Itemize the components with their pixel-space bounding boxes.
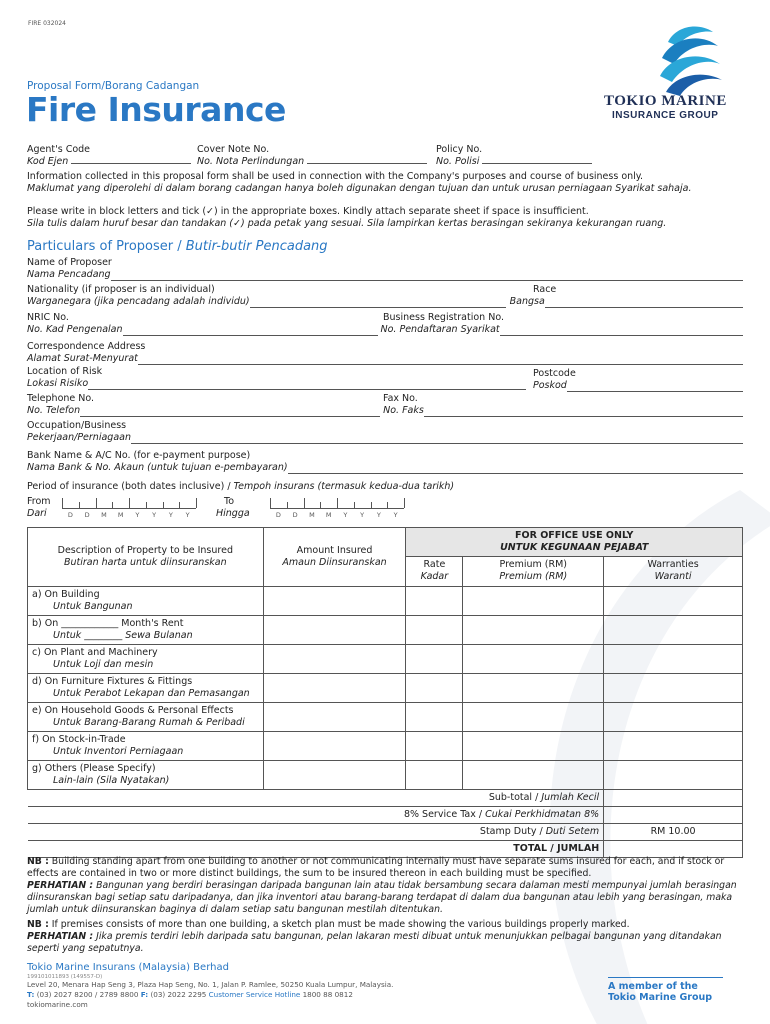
footer-website[interactable]: tokiomarine.com [27, 1000, 88, 1009]
date-box-tick [146, 502, 147, 508]
date-letter: Y [185, 511, 190, 519]
warranties-cell[interactable] [604, 616, 743, 645]
date-box-tick [129, 498, 130, 508]
premium-cell[interactable] [463, 703, 604, 732]
fax-input[interactable] [424, 405, 743, 417]
footer-address-block: Level 20, Menara Hap Seng 3, Plaza Hap Seng, No. 1, Jalan P. Ramlee, 50250 Kuala Lumpur, Malaysia. T: (03) 2027 8200 / 2789 8800 F: (03) 2022 2295 Customer Service Hotline 1800 88 0812 tokiomarine.com [27, 980, 394, 1009]
property-description: c) On Plant and Machinery Untuk Loji dan mesin [28, 645, 264, 674]
telephone-input[interactable] [80, 405, 380, 417]
period-to: To Hingga [216, 496, 250, 519]
to-date-letters [270, 511, 404, 519]
nric-input[interactable] [123, 324, 378, 336]
date-box-tick [112, 502, 113, 508]
date-box-tick [163, 502, 164, 508]
date-box-tick [387, 502, 388, 508]
race-input[interactable] [545, 296, 743, 308]
date-letter: Y [343, 511, 348, 519]
date-box-tick [320, 502, 321, 508]
subtotal-value[interactable] [604, 790, 743, 807]
amount-insured-cell[interactable] [263, 645, 406, 674]
date-letter: D [275, 511, 281, 519]
date-box-tick [79, 502, 80, 508]
form-title: Fire Insurance [26, 90, 286, 129]
policy-input[interactable] [482, 163, 592, 164]
agent-code-field: Agent's Code Kod Ejen [27, 144, 191, 168]
from-date-boxes[interactable] [62, 497, 196, 509]
property-row [28, 703, 743, 732]
service-tax-label: 8% Service Tax / Cukai Perkhidmatan 8% [28, 807, 604, 824]
occupation-input[interactable] [131, 432, 743, 444]
cover-note-field: Cover Note No. No. Nota Perlindungan [197, 144, 427, 168]
occupation-field: Occupation/Business Pekerjaan/Perniagaan [27, 420, 743, 444]
date-letter: M [325, 511, 332, 519]
rate-cell[interactable] [406, 645, 463, 674]
nationality-input[interactable] [250, 296, 506, 308]
period-label: Period of insurance (both dates inclusive) / Tempoh insurans (termasuk kedua-dua tarikh) [27, 481, 455, 492]
warranties-cell[interactable] [604, 587, 743, 616]
header-description: Description of Property to be Insured Butiran harta untuk diinsuranskan [28, 528, 264, 587]
header-amount: Amount Insured Amaun Diinsuranskan [263, 528, 406, 587]
date-letter: Y [376, 511, 381, 519]
date-letter: Y [152, 511, 157, 519]
member-note: A member of the Tokio Marine Group [608, 981, 713, 1003]
service-tax-value[interactable] [604, 807, 743, 824]
info-notice: Information collected in this proposal form shall be used in connection with the Company's purposes and course of business only. Maklumat yang diperolehi di dalam borang cadangan hanya boleh digunakan dengan tujuan dan untuk urusan perniagaan Syarikat sahaja. [27, 171, 692, 194]
policy-field: Policy No. No. Polisi [436, 144, 592, 168]
property-description: a) On Building Untuk Bangunan [28, 587, 264, 616]
risk-postcode-field: Location of Risk Lokasi Risiko Postcode Poskod [27, 366, 743, 390]
premium-cell[interactable] [463, 761, 604, 790]
warranties-cell[interactable] [604, 645, 743, 674]
brn-input[interactable] [500, 324, 743, 336]
member-divider [608, 977, 723, 978]
header-office-use: FOR OFFICE USE ONLY UNTUK KEGUNAAN PEJABAT [406, 528, 743, 557]
risk-location-input[interactable] [88, 378, 526, 390]
date-letter: M [309, 511, 315, 519]
property-row [28, 616, 743, 645]
date-letter: Y [135, 511, 140, 519]
rate-cell[interactable] [406, 703, 463, 732]
form-subtitle: Proposal Form/Borang Cadangan [27, 80, 200, 92]
rate-cell[interactable] [406, 587, 463, 616]
notes: NB : Building standing apart from one building to another or not communicating internally must have separate sums insured for each, and if stock or effects are contained in two or more distinct buildings, the sum to be insured thereon in each building must be specified. PERHATIAN : Bangunan yang berdiri berasingan daripada bangunan lain atau tidak bersambung secara dalaman mesti mempunyai jumlah berasingan diinsuranskan bagi setiap satu daripadanya, dan jika inventori atau barang-barang terdapat di dalam dua bangunan atau lebih yang berasingan, maka jumlah untuk diinsuranskan baginya di dalam setiap satu bangunan mestilah ditentukan. NB : If premises consists of more than one building, a sketch plan must be made showing the various buildings properly marked. PERHATIAN : Jika premis terdiri lebih daripada satu bangunan, pelan lakaran mesti dibuat untuk menunjukkan pelbagai bangunan yang ditandakan seperti yang sepatutnya. [27, 856, 737, 954]
warranties-cell[interactable] [604, 732, 743, 761]
date-letter: Y [168, 511, 173, 519]
total-value[interactable] [604, 841, 743, 858]
tel-fax-field: Telephone No. Fax No. No. Telefon No. Faks [27, 393, 743, 417]
premium-cell[interactable] [463, 587, 604, 616]
agent-code-input[interactable] [71, 163, 191, 164]
amount-insured-cell[interactable] [263, 674, 406, 703]
premium-cell[interactable] [463, 616, 604, 645]
warranties-cell[interactable] [604, 674, 743, 703]
from-date-letters [62, 511, 196, 519]
date-letter: Y [360, 511, 365, 519]
date-box-tick [96, 498, 97, 508]
date-letter: M [101, 511, 107, 519]
stamp-duty-value: RM 10.00 [604, 824, 743, 841]
property-description: d) On Furniture Fixtures & Fittings Untuk Perabot Lekapan dan Pemasangan [28, 674, 264, 703]
property-row [28, 674, 743, 703]
property-row [28, 732, 743, 761]
date-box-tick [179, 502, 180, 508]
amount-insured-cell[interactable] [263, 587, 406, 616]
instructions: Please write in block letters and tick (✓) in the appropriate boxes. Kindly attach separate sheet if space is insufficient. Sila tulis dalam huruf besar dan tandakan (✓) pada petak yang sesuai. Sila lampirkan kertas berasingan sekiranya kekurangan ruang. [27, 206, 667, 229]
nationality-race-field: Nationality (if proposer is an individual) Race Warganegara (jika pencadang adalah individu) Bangsa [27, 284, 743, 308]
property-row [28, 761, 743, 790]
footer-company: Tokio Marine Insurans (Malaysia) Berhad [27, 962, 229, 973]
section-title-proposer: Particulars of Proposer / Butir-butir Pencadang [27, 239, 328, 254]
date-box-tick [196, 498, 197, 508]
proposer-name-input[interactable] [111, 269, 743, 281]
header-warranties: Warranties Waranti [604, 557, 743, 587]
date-box-tick [404, 498, 405, 508]
property-row [28, 587, 743, 616]
amount-insured-cell[interactable] [263, 732, 406, 761]
rate-cell[interactable] [406, 616, 463, 645]
form-code: FIRE 032024 [28, 20, 66, 27]
date-letter: Y [393, 511, 398, 519]
property-description: e) On Household Goods & Personal Effects Untuk Barang-Barang Rumah & Peribadi [28, 703, 264, 732]
period-from: From Dari [27, 496, 51, 519]
address-input[interactable] [138, 353, 743, 365]
premium-cell[interactable] [463, 674, 604, 703]
bank-input[interactable] [288, 462, 743, 474]
proposer-name-field: Name of Proposer Nama Pencadang [27, 257, 743, 281]
date-letter: D [67, 511, 73, 519]
nric-brn-field: NRIC No. Business Registration No. No. Kad Pengenalan No. Pendaftaran Syarikat [27, 312, 743, 336]
header-premium: Premium (RM) Premium (RM) [463, 557, 604, 587]
date-box-tick [62, 498, 63, 508]
date-box-tick [270, 498, 271, 508]
date-box-tick [287, 502, 288, 508]
property-row [28, 645, 743, 674]
header-rate: Rate Kadar [406, 557, 463, 587]
address-field: Correspondence Address Alamat Surat-Menyurat [27, 341, 743, 365]
amount-insured-cell[interactable] [263, 761, 406, 790]
property-description: b) On ____________ Month's Rent Untuk ________ Sewa Bulanan [28, 616, 264, 645]
subtotal-label: Sub-total / Jumlah Kecil [28, 790, 604, 807]
date-box-tick [304, 498, 305, 508]
property-description: f) On Stock-in-Trade Untuk Inventori Perniagaan [28, 732, 264, 761]
date-box-tick [371, 502, 372, 508]
premium-cell[interactable] [463, 645, 604, 674]
stamp-duty-label: Stamp Duty / Duti Setem [28, 824, 604, 841]
logo-text-primary: TOKIO MARINE [604, 93, 727, 109]
amount-insured-cell[interactable] [263, 703, 406, 732]
bank-field: Bank Name & A/C No. (for e-payment purpose) Nama Bank & No. Akaun (untuk tujuan e-pembayaran) [27, 450, 743, 474]
total-label: TOTAL / JUMLAH [28, 841, 604, 858]
to-date-boxes[interactable] [270, 497, 404, 509]
property-description: g) Others (Please Specify) Lain-lain (Sila Nyatakan) [28, 761, 264, 790]
rate-cell[interactable] [406, 674, 463, 703]
rate-cell[interactable] [406, 761, 463, 790]
warranties-cell[interactable] [604, 761, 743, 790]
logo-text-secondary: INSURANCE GROUP [612, 110, 719, 121]
date-box-tick [337, 498, 338, 508]
footer-reg: 199101011893 (149557-D) [27, 974, 103, 980]
rate-cell[interactable] [406, 732, 463, 761]
amount-insured-cell[interactable] [263, 616, 406, 645]
warranties-cell[interactable] [604, 703, 743, 732]
date-letter: M [117, 511, 124, 519]
cover-note-input[interactable] [307, 163, 427, 164]
date-letter: D [84, 511, 90, 519]
property-table [27, 527, 743, 858]
postcode-input[interactable] [567, 380, 743, 392]
date-box-tick [354, 502, 355, 508]
premium-cell[interactable] [463, 732, 604, 761]
date-letter: D [292, 511, 298, 519]
